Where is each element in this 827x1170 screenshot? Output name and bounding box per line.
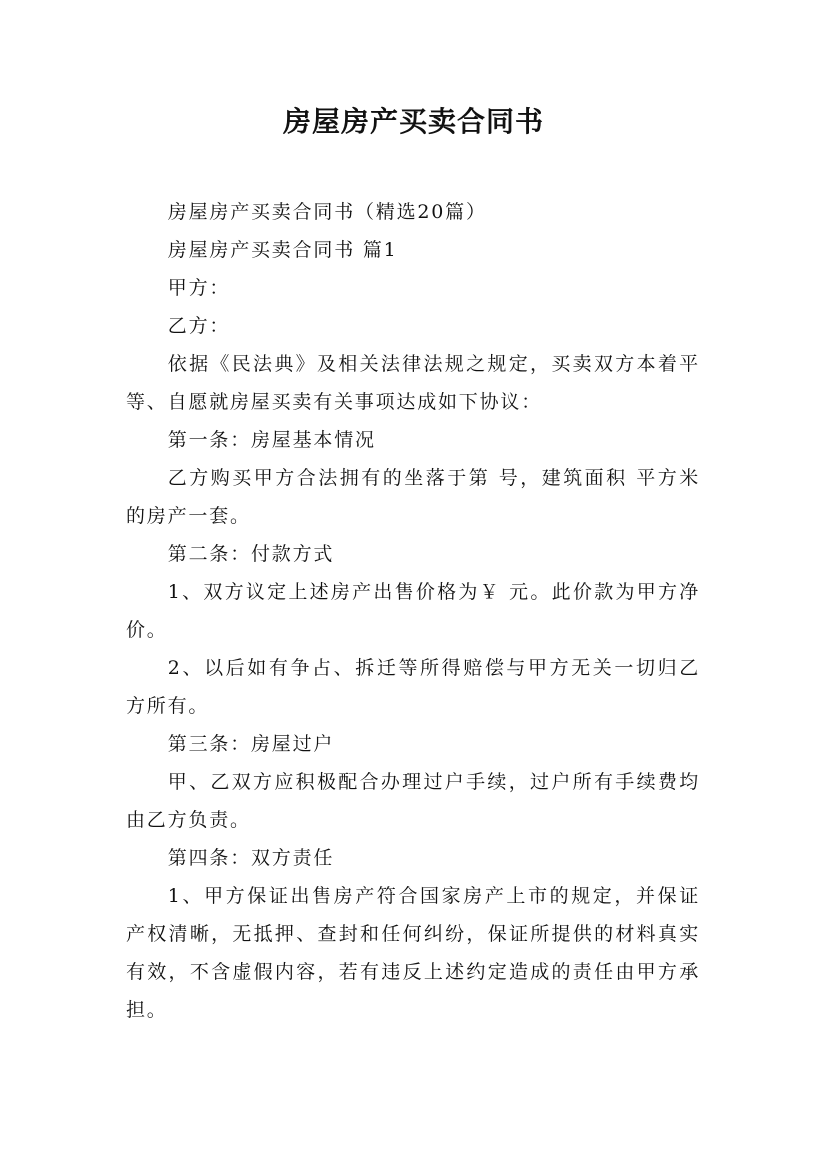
- article-2-heading: 第二条：付款方式: [167, 543, 335, 565]
- paragraph-section-heading: 房屋房产买卖合同书 篇1: [167, 239, 398, 261]
- paragraph-party-a: 甲方：: [167, 277, 231, 299]
- article-1-heading: 第一条：房屋基本情况: [167, 429, 376, 451]
- article-1-text: 乙方购买甲方合法拥有的坐落于第 号，建筑面积 平方米的房产一套。: [126, 467, 700, 527]
- document-title: 房屋房产买卖合同书: [282, 105, 544, 138]
- document-body: [126, 193, 700, 1029]
- article-3-heading: 第三条：房屋过户: [167, 733, 335, 755]
- paragraph-party-b: 乙方：: [167, 315, 231, 337]
- article-4-heading: 第四条：双方责任: [167, 847, 335, 869]
- article-3-text: 甲、乙双方应积极配合办理过户手续，过户所有手续费均由乙方负责。: [126, 771, 700, 831]
- article-4-item-1: 1、甲方保证出售房产符合国家房产上市的规定，并保证产权清晰，无抵押、查封和任何纠纷，保证所提供的材料真实有效，不含虚假内容，若有违反上述约定造成的责任由甲方承担。: [126, 885, 700, 1021]
- paragraph-preamble: 依据《民法典》及相关法律法规之规定，买卖双方本着平等、自愿就房屋买卖有关事项达成如下协议：: [126, 353, 700, 413]
- article-2-item-1: 1、双方议定上述房产出售价格为￥ 元。此价款为甲方净价。: [126, 581, 700, 641]
- article-2-item-2: 2、以后如有争占、拆迁等所得赔偿与甲方无关一切归乙方所有。: [126, 657, 700, 717]
- paragraph-subtitle: 房屋房产买卖合同书（精选20篇）: [167, 201, 487, 223]
